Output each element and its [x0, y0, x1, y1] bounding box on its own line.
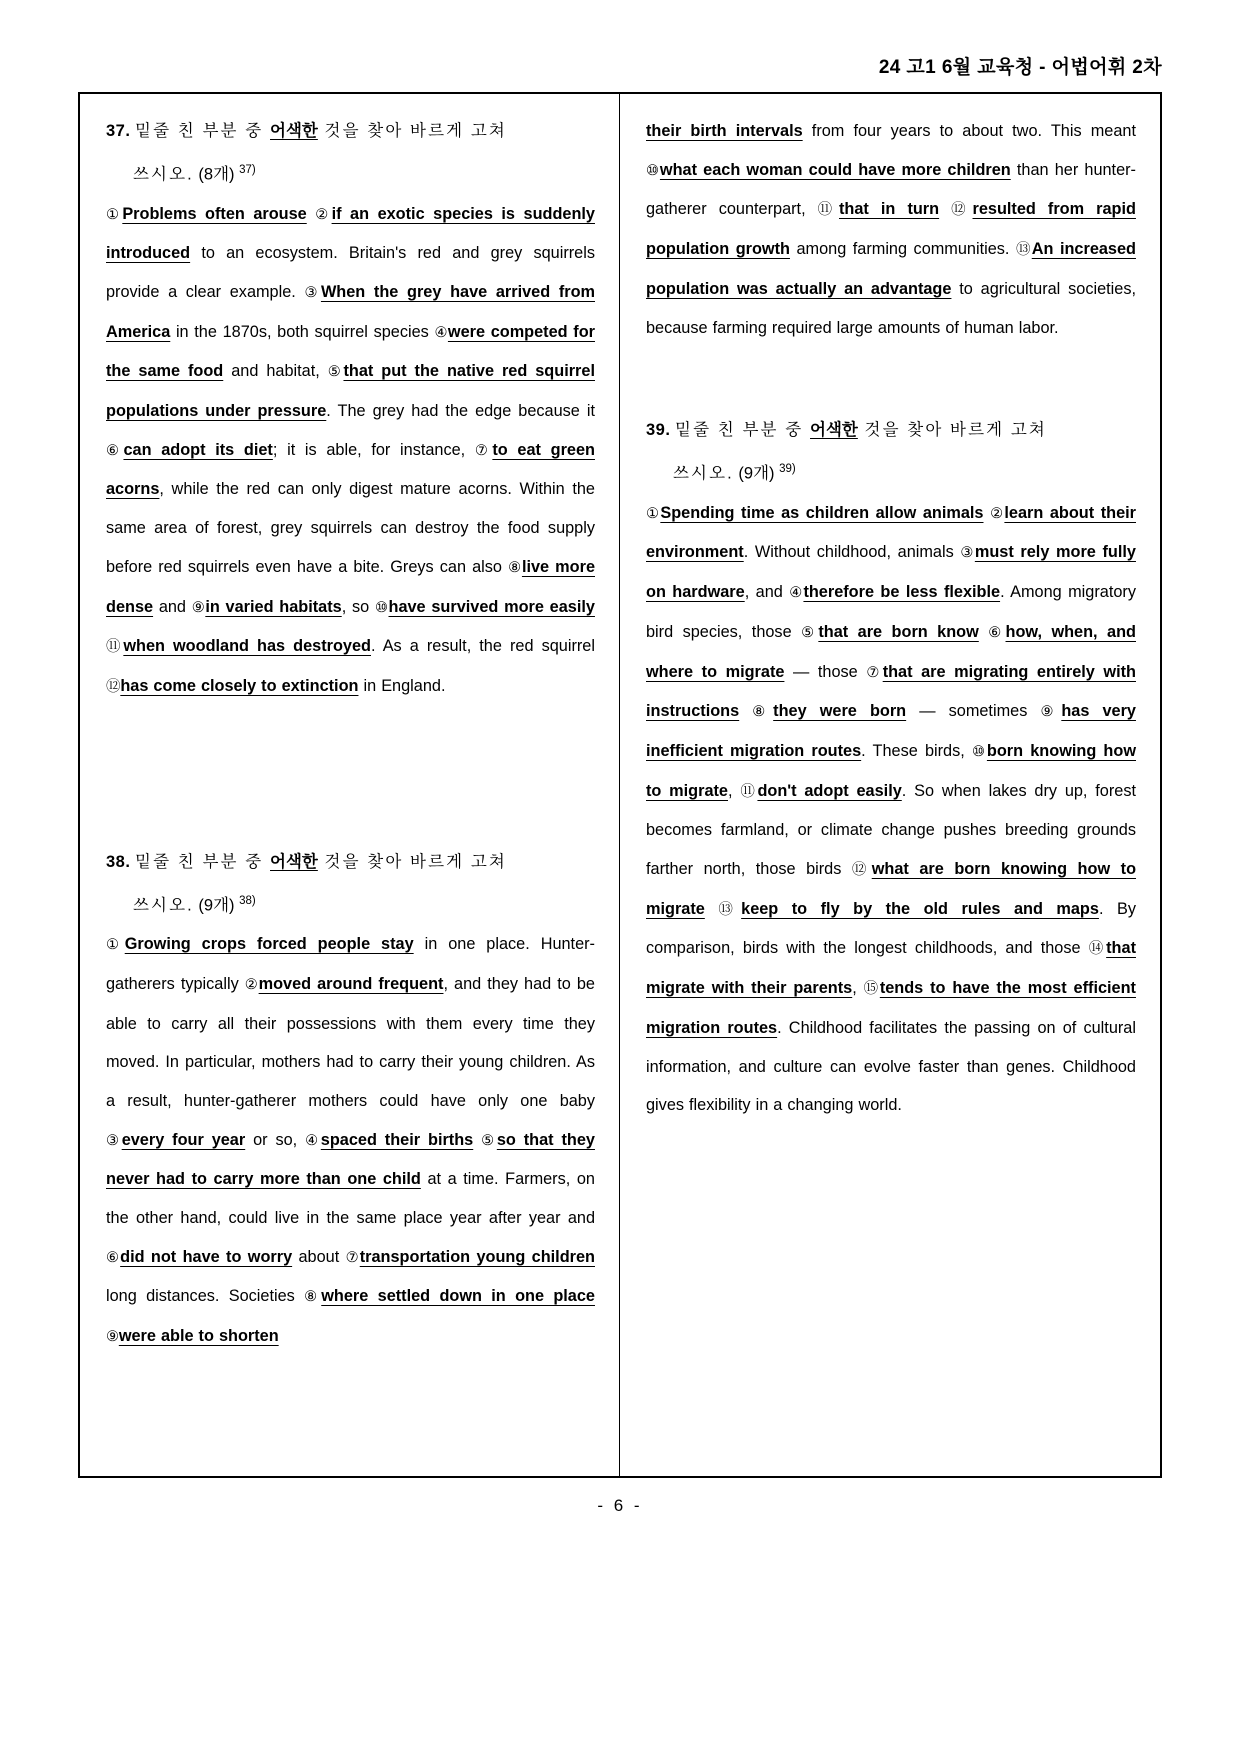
- question-39-heading: [646, 411, 1136, 450]
- choice-marker: ⑩: [646, 162, 660, 179]
- plain-text: . By comparison, birds with the longest childhoods, and those: [646, 899, 1136, 958]
- choice-marker: ⑨: [106, 1329, 119, 1346]
- page-header-title: 24 고1 6월 교육청 - 어법어휘 2차: [878, 57, 1162, 78]
- passage-37-text: [106, 195, 595, 707]
- question-39-prompt-pre: 밑줄 친 부분 중: [675, 421, 811, 440]
- plain-text: [979, 623, 988, 641]
- underlined-segment: moved around frequent: [258, 974, 444, 993]
- underlined-segment: that put the native red squirrel populations under pressure: [106, 362, 595, 421]
- underlined-segment: has come closely to extinction: [120, 676, 359, 695]
- choice-marker: ⑬: [718, 901, 742, 918]
- question-37-heading: [106, 112, 595, 151]
- plain-text: [473, 1131, 481, 1149]
- choice-marker: ⑧: [304, 1289, 322, 1306]
- plain-text: , so: [341, 597, 375, 616]
- question-37-heading-line2: [106, 151, 595, 195]
- choice-marker: ⑦: [474, 442, 493, 459]
- question-39-keyword: 어색한: [810, 421, 858, 440]
- question-38: [106, 843, 595, 1357]
- plain-text: in England.: [358, 676, 446, 695]
- underlined-segment: their birth intervals: [646, 122, 803, 140]
- plain-text: than her hunter-gatherer counterpart,: [646, 160, 1136, 219]
- underlined-segment: spaced their births: [320, 1130, 474, 1149]
- plain-text: to an ecosystem. Britain's red and grey squirrels provide a clear example.: [106, 244, 595, 301]
- question-39-heading-line2: [646, 450, 1136, 494]
- underlined-segment: An increased population was actually an advantage: [646, 240, 1136, 298]
- plain-text: [739, 702, 752, 720]
- question-39-prompt-post: 것을 찾아 바르게 고쳐: [857, 421, 1047, 440]
- plain-text: — sometimes: [906, 702, 1041, 721]
- question-38-number: 38.: [106, 852, 131, 871]
- underlined-segment: were able to shorten: [118, 1327, 279, 1346]
- plain-text: . These birds,: [861, 741, 972, 760]
- choice-marker: ⑧: [752, 704, 774, 721]
- question-37-count: (8개): [198, 165, 235, 184]
- question-38-heading: [106, 843, 595, 882]
- underlined-segment: can adopt its diet: [123, 440, 273, 459]
- plain-text: [705, 900, 719, 918]
- underlined-segment: when woodland has destroyed: [123, 637, 371, 656]
- underlined-segment: Growing crops forced people stay: [124, 935, 414, 954]
- underlined-segment: therefore be less flexible: [803, 583, 1001, 602]
- question-39: [646, 411, 1136, 1125]
- underlined-segment: what are born knowing how to migrate: [646, 860, 1137, 918]
- choice-marker: ⑪: [106, 639, 124, 656]
- underlined-segment: they were born: [773, 702, 907, 721]
- choice-marker: ⑤: [327, 364, 344, 381]
- choice-marker: ⑪: [740, 783, 758, 800]
- choice-marker: ②: [990, 505, 1005, 522]
- spacer-between-38-39: [646, 347, 1136, 411]
- question-39-number: 39.: [646, 421, 671, 440]
- question-38-heading-line2: [106, 882, 595, 926]
- underlined-segment: that are born know: [818, 622, 979, 641]
- underlined-segment: to eat green acorns: [106, 440, 595, 499]
- underlined-segment: has very inefficient migration routes: [646, 702, 1136, 760]
- question-38-count: (9개): [198, 896, 235, 915]
- underlined-segment: did not have to worry: [120, 1247, 293, 1266]
- right-column: [620, 94, 1160, 1476]
- plain-text: ,: [852, 979, 864, 998]
- question-37-prompt-pre: 밑줄 친 부분 중: [135, 122, 271, 140]
- underlined-segment: born knowing how to migrate: [646, 741, 1136, 800]
- question-37-footnote: 37): [239, 164, 256, 176]
- choice-marker: ⑫: [851, 862, 872, 879]
- two-column-layout: [80, 94, 1160, 1476]
- underlined-segment: how, when, and where to migrate: [646, 622, 1136, 681]
- choice-marker: ③: [960, 545, 975, 562]
- choice-marker: ⑤: [801, 624, 819, 641]
- underlined-segment: have survived more easily: [388, 597, 595, 616]
- plain-text: to agricultural societies, because farming required large amounts of human labor.: [646, 279, 1136, 337]
- plain-text: , and they had to be able to carry all their possessions with them every time they moved. In particular, mothers had to carry their young children. As a result, hunter-gatherer mothers could have only one baby: [106, 974, 595, 1110]
- underlined-segment: Spending time as children allow animals: [660, 503, 984, 522]
- choice-marker: ①: [646, 505, 661, 522]
- choice-marker: ④: [789, 585, 804, 602]
- plain-text: , while the red can only digest mature acorns. Within the same area of forest, grey squirrels can destroy the food supply before red squirrels even have a bite. Greys can also: [106, 480, 595, 576]
- underlined-segment: resulted from rapid population growth: [646, 200, 1136, 259]
- choice-marker: ④: [305, 1132, 321, 1149]
- plain-text: . Childhood facilitates the passing on of cultural information, and culture can evolve faster than genes. Childhood gives flexibility in a changing world.: [646, 1018, 1136, 1115]
- underlined-segment: transportation young children: [359, 1247, 595, 1266]
- choice-marker: ②: [315, 206, 332, 223]
- plain-text: [939, 200, 951, 218]
- choice-marker: ⑨: [1040, 704, 1062, 721]
- underlined-segment: where settled down in one place: [321, 1287, 595, 1306]
- choice-marker: ③: [106, 1132, 122, 1149]
- choice-marker: ③: [304, 284, 321, 301]
- question-39-count: (9개): [738, 464, 775, 483]
- choice-marker: ⑥: [106, 1249, 121, 1266]
- underlined-segment: that migrate with their parents: [646, 939, 1136, 998]
- plain-text: . As a result, the red squirrel: [371, 637, 595, 656]
- passage-39-text: [646, 494, 1136, 1125]
- underlined-segment: live more dense: [106, 557, 595, 616]
- plain-text: in the 1870s, both squirrel species: [170, 322, 435, 341]
- underlined-segment: that in turn: [839, 200, 940, 219]
- underlined-segment: When the grey have arrived from America: [106, 282, 595, 341]
- plain-text: from four years to about two. This meant: [802, 122, 1136, 140]
- choice-marker: ⑫: [951, 202, 973, 219]
- choice-marker: ⑦: [866, 664, 883, 681]
- choice-marker: ⑩: [374, 599, 389, 616]
- plain-text: long distances. Societies: [106, 1287, 305, 1306]
- choice-marker: ⑮: [863, 981, 880, 998]
- choice-marker: ⑭: [1088, 941, 1107, 958]
- underlined-segment: so that they never had to carry more than one child: [106, 1130, 595, 1189]
- underlined-segment: that are migrating entirely with instructions: [646, 662, 1136, 721]
- underlined-segment: if an exotic species is suddenly introduced: [106, 204, 595, 263]
- choice-marker: ⑬: [1015, 242, 1032, 259]
- choice-marker: ②: [244, 976, 259, 993]
- plain-text: and: [153, 597, 192, 616]
- choice-marker: ⑩: [971, 743, 987, 760]
- choice-marker: ⑦: [345, 1249, 360, 1266]
- question-37: [106, 112, 595, 707]
- underlined-segment: what each woman could have more children: [659, 160, 1011, 179]
- question-37-number: 37.: [106, 122, 131, 140]
- underlined-segment: every four year: [121, 1130, 246, 1149]
- underlined-segment: were competed for the same food: [106, 322, 595, 381]
- question-38-prompt-line2: 쓰시오.: [133, 896, 194, 915]
- plain-text: , and: [744, 583, 790, 602]
- plain-text: in one place. Hunter-gatherers typically: [106, 935, 595, 993]
- choice-marker: ⑫: [106, 678, 121, 695]
- question-38-footnote: 38): [239, 894, 256, 907]
- plain-text: among farming communities.: [789, 240, 1016, 259]
- plain-text: ,: [728, 781, 741, 800]
- choice-marker: ①: [106, 937, 125, 954]
- plain-text: ; it is able, for instance,: [272, 440, 475, 459]
- choice-marker: ①: [106, 206, 123, 223]
- plain-text: . The grey had the edge because it: [326, 402, 595, 421]
- question-37-prompt-line2: 쓰시오.: [133, 165, 194, 184]
- question-37-prompt-post: 것을 찾아 바르게 고쳐: [317, 122, 507, 140]
- choice-marker: ⑤: [481, 1132, 497, 1149]
- spacer-between-37-38: [106, 713, 595, 843]
- plain-text: . Among migratory bird species, those: [646, 583, 1136, 641]
- choice-marker: ④: [434, 324, 448, 341]
- left-column: [80, 94, 620, 1476]
- underlined-segment: in varied habitats: [205, 597, 342, 616]
- question-39-prompt-line2: 쓰시오.: [673, 464, 734, 483]
- choice-marker: ⑥: [106, 442, 124, 459]
- question-38-prompt-post: 것을 찾아 바르게 고쳐: [317, 852, 507, 871]
- choice-marker: ⑧: [508, 559, 522, 576]
- plain-text: . So when lakes dry up, forest becomes farmland, or climate change pushes breeding grounds farther north, those birds: [646, 781, 1136, 879]
- choice-marker: ⑨: [191, 599, 206, 616]
- underlined-segment: don't adopt easily: [757, 781, 902, 800]
- question-39-footnote: 39): [779, 463, 796, 476]
- plain-text: at a time. Farmers, on the other hand, could live in the same place year after year and: [106, 1170, 595, 1228]
- underlined-segment: tends to have the most efficient migration routes: [646, 979, 1136, 1037]
- passage-38-text-part1: [106, 925, 595, 1357]
- plain-text: — those: [784, 662, 867, 681]
- choice-marker: ⑥: [988, 624, 1006, 641]
- underlined-segment: must rely more fully on hardware: [646, 543, 1136, 602]
- question-38-prompt-pre: 밑줄 친 부분 중: [135, 852, 271, 871]
- plain-text: [307, 205, 316, 223]
- question-37-keyword: 어색한: [270, 122, 318, 140]
- plain-text: about: [292, 1247, 346, 1266]
- underlined-segment: learn about their environment: [646, 503, 1136, 562]
- page-footer: - 6 -: [597, 1496, 643, 1515]
- choice-marker: ⑪: [817, 202, 839, 219]
- plain-text: and habitat,: [223, 362, 328, 381]
- underlined-segment: Problems often arouse: [122, 204, 307, 223]
- question-38-keyword: 어색한: [270, 852, 318, 871]
- passage-38-text-part2: [646, 112, 1136, 347]
- plain-text: . Without childhood, animals: [743, 543, 961, 562]
- plain-text: or so,: [245, 1130, 306, 1149]
- underlined-segment: keep to fly by the old rules and maps: [741, 899, 1099, 918]
